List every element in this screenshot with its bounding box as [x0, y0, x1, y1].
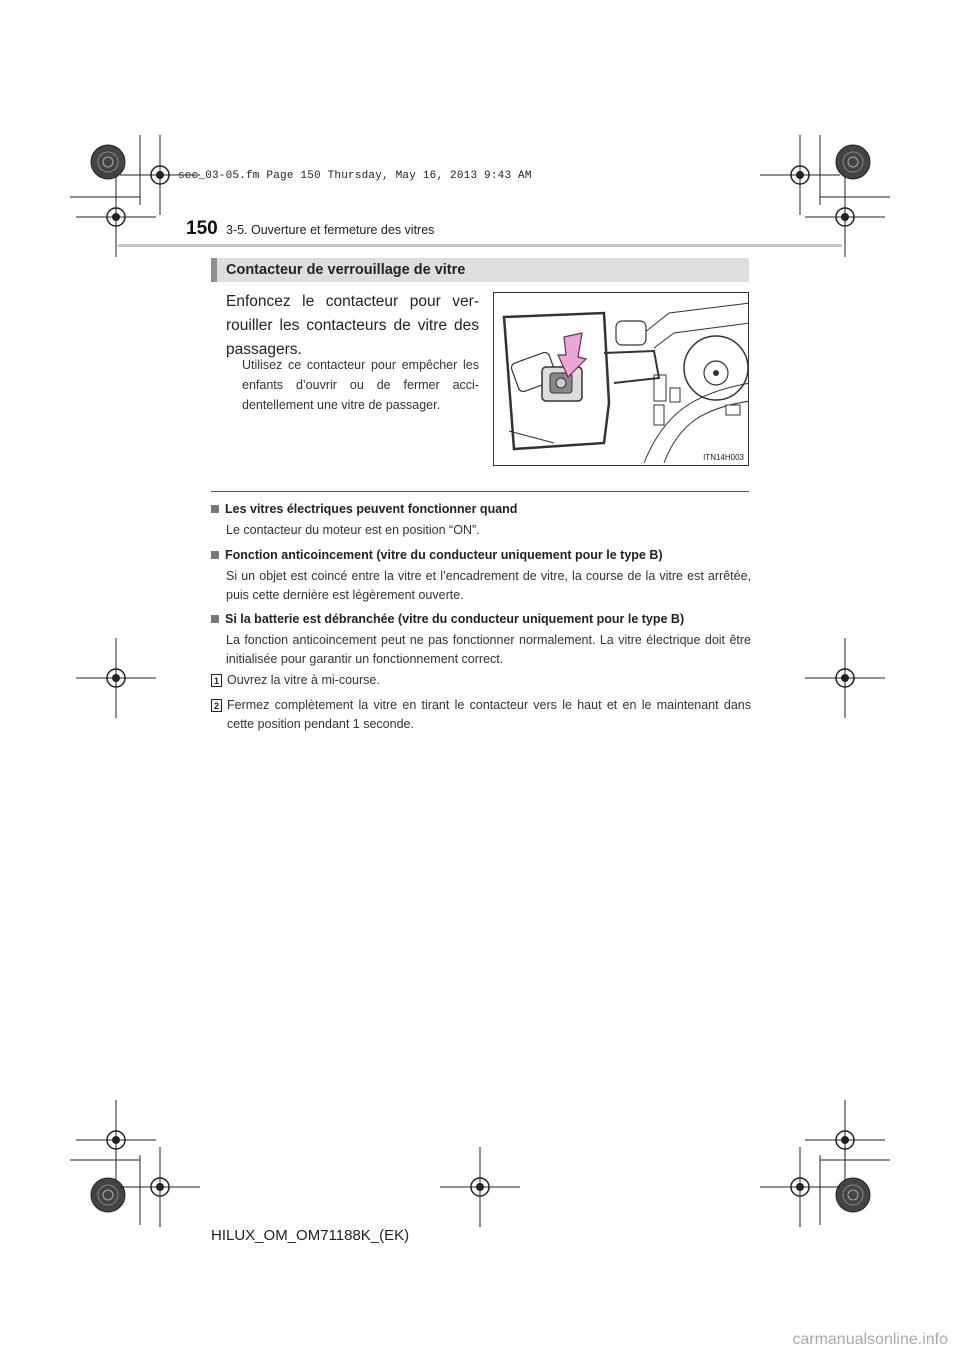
intro-text: Enfoncez le contacteur pour ver-rouiller les contacteurs de vitre des passagers. [226, 293, 479, 358]
header-rule [118, 244, 842, 247]
step-number: 2 [211, 699, 222, 712]
illustration-code: ITN14H003 [703, 453, 744, 462]
divider [211, 491, 749, 492]
note-body: Le contacteur du moteur est en position “ON”. [226, 523, 480, 537]
step-item [211, 696, 751, 734]
watermark: carmanualsonline.info [792, 1331, 948, 1348]
section-heading [211, 258, 749, 282]
intro-note: Utilisez ce contacteur pour empêcher les enfants d’ouvrir ou de fermer acci-dentellement une vitre de passager. [242, 358, 479, 412]
note-title [211, 612, 751, 626]
bullet-square-icon [211, 551, 219, 559]
print-info: sec_03-05.fm Page 150 Thursday, May 16, 2013 9:43 AM [178, 170, 532, 182]
note-title-text: Si la batterie est débranchée (vitre du conducteur uniquement pour le type B) [225, 612, 685, 626]
bullet-square-icon [211, 615, 219, 623]
step-text: Ouvrez la vitre à mi-course. [227, 673, 380, 687]
bullet-square-icon [211, 505, 219, 513]
step-item [211, 671, 751, 690]
note-item [211, 502, 751, 540]
heading-accent [211, 258, 217, 282]
section-title: 3-5. Ouverture et fermeture des vitres [226, 223, 435, 237]
heading-text: Contacteur de verrouillage de vitre [226, 262, 466, 278]
note-title [211, 548, 751, 562]
illustration-drawing [494, 293, 749, 466]
step-text: Fermez complètement la vitre en tirant le contacteur vers le haut et en le maintenant dans cette position pendant 1 seconde. [227, 698, 751, 731]
note-title-text: Les vitres électriques peuvent fonctionner quand [225, 502, 518, 516]
page-number: 150 [186, 218, 218, 239]
note-item [211, 548, 751, 605]
step-number: 1 [211, 674, 222, 687]
note-body: La fonction anticoincement peut ne pas fonctionner normalement. La vitre électrique doit être initialisée pour garantir un fonctionnement correct. [226, 633, 751, 666]
note-title [211, 502, 751, 516]
document-footer: HILUX_OM_OM71188K_(EK) [211, 1227, 410, 1244]
note-body: Si un objet est coincé entre la vitre et l’encadrement de vitre, la course de la vitre est arrêtée, puis cette dernière est légèrement ouverte. [226, 569, 751, 602]
note-title-text: Fonction anticoincement (vitre du conducteur uniquement pour le type B) [225, 548, 663, 562]
window-lock-switch-illustration [493, 292, 749, 466]
note-item [211, 612, 751, 669]
